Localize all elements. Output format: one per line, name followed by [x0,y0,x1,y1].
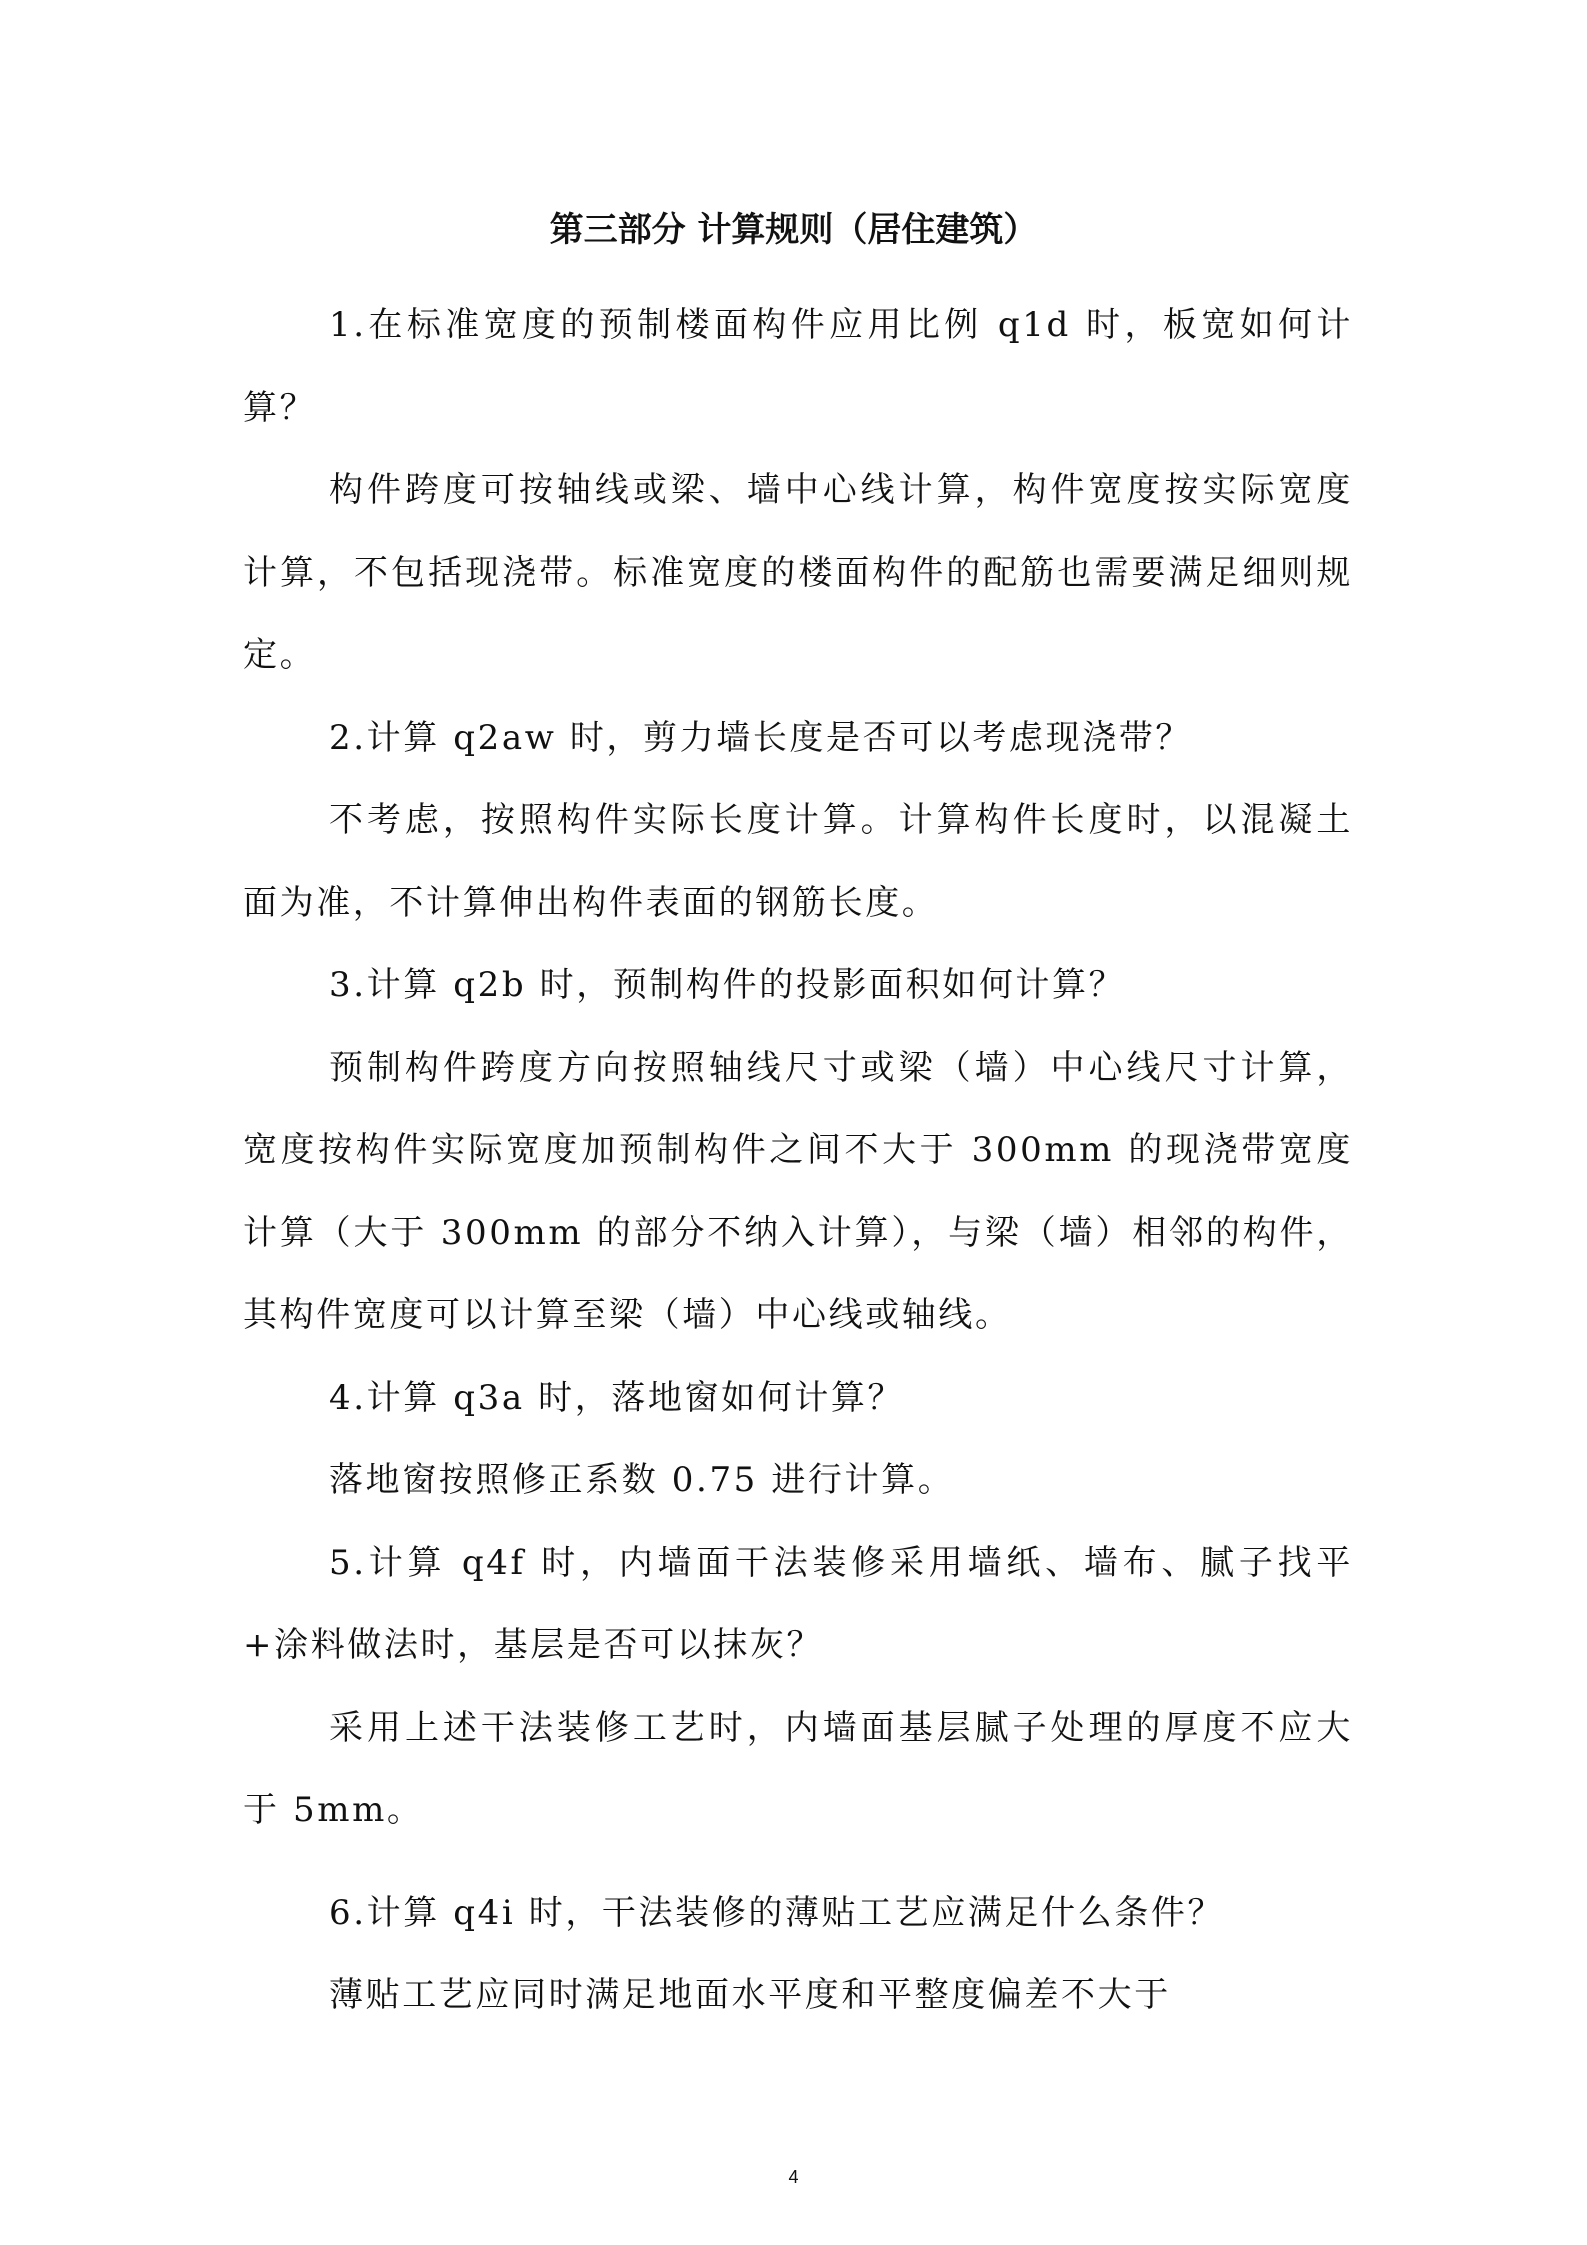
answer-5: 采用上述干法装修工艺时，内墙面基层腻子处理的厚度不应大于 5mm。 [243,1707,1353,1830]
question-2: 2.计算 q2aw 时，剪力墙长度是否可以考虑现浇带？ [329,717,1193,758]
question-1: 1.在标准宽度的预制楼面构件应用比例 q1d 时，板宽如何计算？ [243,305,1353,428]
answer-3: 预制构件跨度方向按照轴线尺寸或梁（墙）中心线尺寸计算，宽度按构件实际宽度加预制构件之间不大于 300mm 的现浇带宽度计算（大于 300mm 的部分不纳入计算），与梁（墙）相邻的构件，其构件宽度可以计算至梁（墙）中心线或轴线。 [243,1047,1353,1335]
question-4: 4.计算 q3a 时，落地窗如何计算？ [329,1377,905,1418]
answer-1: 构件跨度可按轴线或梁、墙中心线计算，构件宽度按实际宽度计算，不包括现浇带。标准宽度的楼面构件的配筋也需要满足细则规定。 [243,470,1353,675]
question-3: 3.计算 q2b 时，预制构件的投影面积如何计算？ [329,965,1126,1005]
question-6: 6.计算 q4i 时，干法装修的薄贴工艺应满足什么条件？ [329,1892,1225,1933]
answer-6: 薄贴工艺应同时满足地面水平度和平整度偏差不大于 [329,1975,1171,2015]
question-5: 5.计算 q4f 时，内墙面干法装修采用墙纸、墙布、腻子找平+涂料做法时，基层是否可以抹灰？ [243,1542,1353,1665]
answer-2: 不考虑，按照构件实际长度计算。计算构件长度时，以混凝土面为准，不计算伸出构件表面的钢筋长度。 [243,800,1353,923]
answer-4: 落地窗按照修正系数 0.75 进行计算。 [329,1460,955,1500]
document-body [243,284,1353,2037]
section-title: 第三部分 计算规则（居住建筑） [549,210,1038,250]
page-number: 4 [788,2167,799,2187]
